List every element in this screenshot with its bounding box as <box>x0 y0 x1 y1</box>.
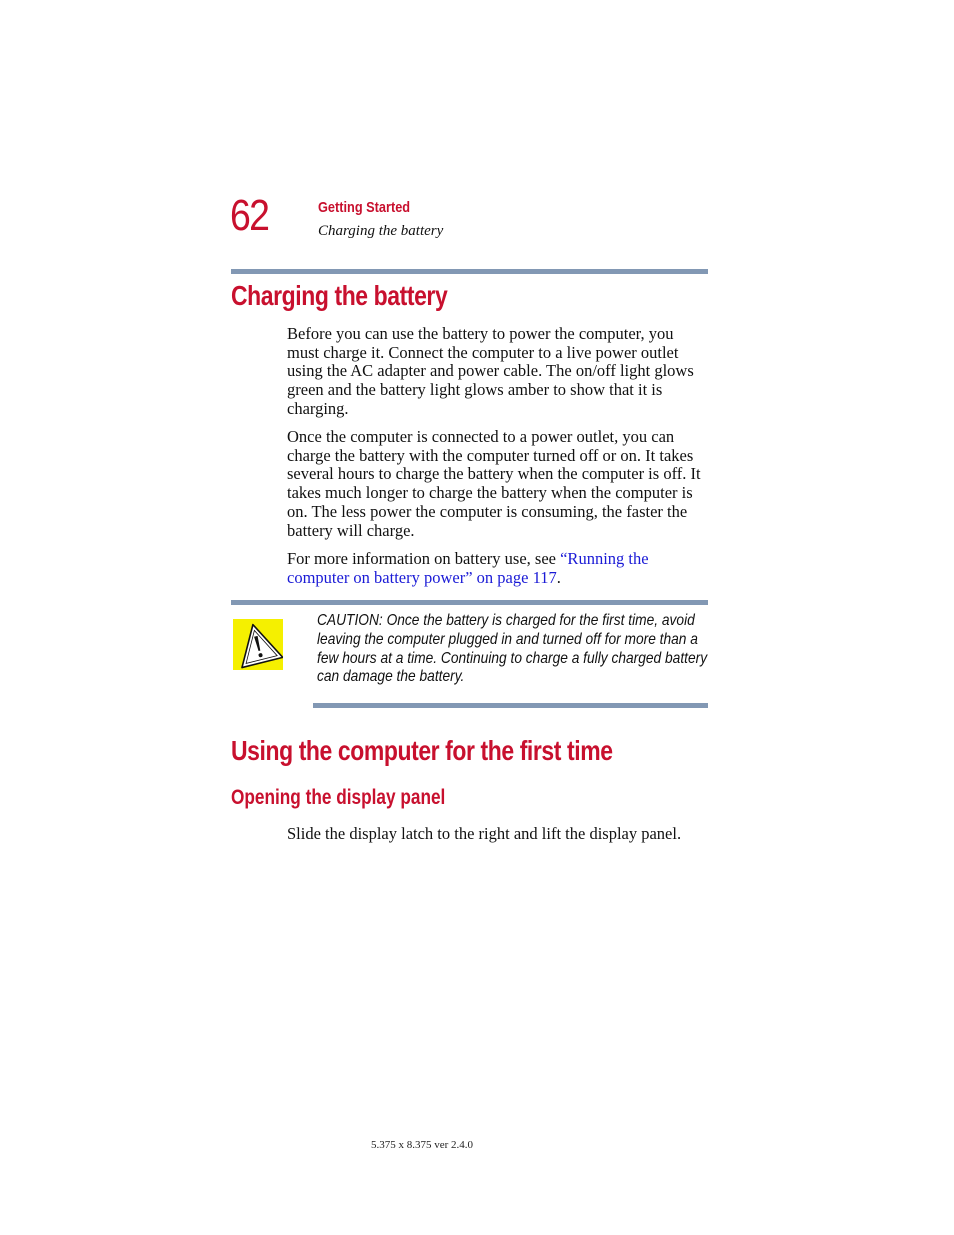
running-header-subtitle: Charging the battery <box>318 223 444 239</box>
paragraph-charge-details: Once the computer is connected to a power outlet, you can charge the battery with the computer turned off or on. It takes several hours to charge the battery when the computer is off. It takes much longer to charge the battery when the computer is on. The less power the computer is consuming, the faster the battery will charge. <box>287 427 701 540</box>
caution-top-rule <box>231 600 708 605</box>
paragraph-charge-intro: Before you can use the battery to power the computer, you must charge it. Connect the computer to a live power outlet using the AC adapter and power cable. The on/off light glows green and the battery light glows amber to show that it is charging. <box>287 324 694 418</box>
caution-warning-icon <box>233 619 283 670</box>
running-on-battery-link[interactable]: “Running the computer on battery power” on page 117 <box>287 549 649 587</box>
caution-text: CAUTION: Once the battery is charged for the first time, avoid leaving the computer plugged in and turned off for more than a few hours at a time. Continuing to charge a fully charged battery can damage the battery. <box>317 612 708 686</box>
paragraph-more-info <box>287 550 707 587</box>
caution-bottom-rule <box>313 703 708 708</box>
more-info-prefix: For more information on battery use, see <box>287 549 561 568</box>
chapter-title: Getting Started <box>318 199 411 216</box>
heading-charging-the-battery: Charging the battery <box>231 280 448 311</box>
paragraph-open-display: Slide the display latch to the right and lift the display panel. <box>287 824 682 843</box>
section-divider <box>231 269 708 274</box>
subheading-opening-display-panel: Opening the display panel <box>231 786 446 809</box>
footer-version: 5.375 x 8.375 ver 2.4.0 <box>371 1139 474 1151</box>
heading-using-computer-first-time: Using the computer for the first time <box>231 735 613 766</box>
more-info-suffix: . <box>556 567 561 587</box>
page-number: 62 <box>230 191 269 240</box>
